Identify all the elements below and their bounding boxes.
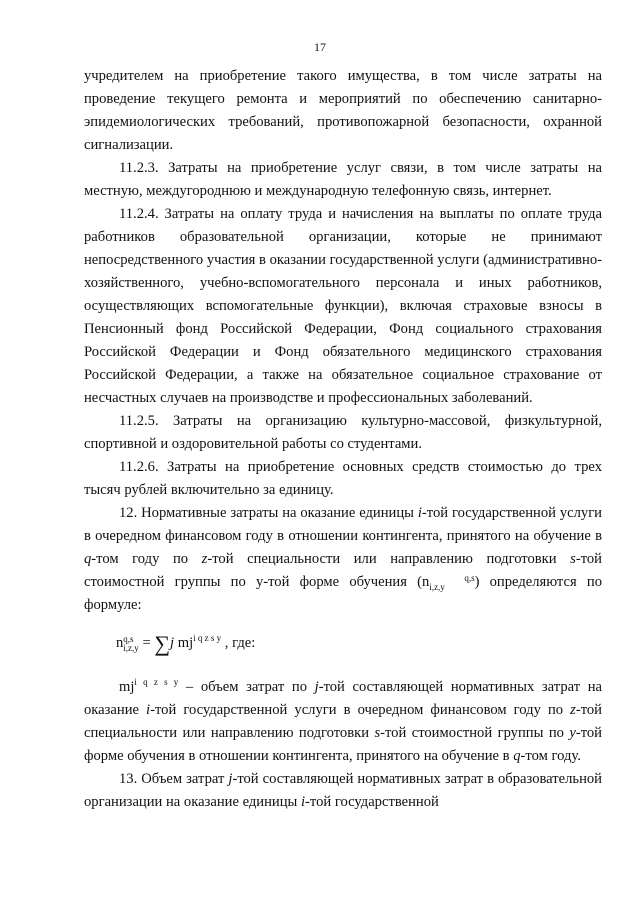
page-number: 17 (314, 40, 326, 54)
paragraph-11-2-4: 11.2.4. Затраты на оплату труда и начисления на выплаты по оплате труда работников образовательной организации, которые не принимают непосредственного участия в оказании государственной услуги (административно-хозяйственного, учебно-вспомогательного персонала и иных работников, осуществляющих вспомогательные функции), включая страховые взносы в Пенсионный фонд Российской Федерации, Фонд социального страхования Российской Федерации и Фонд обязательного медицинского страхования Российской Федерации, а также на обязательное социальное страхование от несчастных случаев на производстве и профессиональных заболеваний. (84, 206, 602, 406)
paragraph-13: 13. Объем затрат j-той составляющей нормативных затрат в образовательной организации на оказание единицы i-той государственной (84, 770, 602, 810)
paragraph-11-2-3: 11.2.3. Затраты на приобретение услуг связи, в том числе затраты на местную, междугороднюю и международную телефонную связь, интернет. (84, 160, 602, 199)
paragraph-11-2-5: 11.2.5. Затраты на организацию культурно-массовой, физкультурной, спортивной и оздоровительной работы со студентами. (84, 413, 602, 452)
inline-index-stack: q,s i,z,y (429, 572, 475, 592)
paragraph-definition: $mj^{i q z s y}$ – объем затрат по j-той составляющей нормативных затрат на оказание i-той государственной услуги в очередном финансовом году по z-той специальности или направлению подготовки s-той стоимостной группы по y-той форме обучения в отношении контингента, принятого на обучение в q-том году. (84, 677, 603, 764)
formula: nq,s i,z,y = ∑j $mj^{i q z s y}$ , где: (116, 631, 256, 657)
document-body (84, 65, 602, 814)
sum-symbol: ∑ (154, 631, 171, 657)
paragraph-12: 12. Нормативные затраты на оказание единицы i-той государственной услуги в очередном финансовом году в отношении контингента, принятого на обучение в q-том году по z-той специальности или направлению подготовки s-той стоимостной группы по у-той форме обучения (n q,s i,z,y ) определяются по формуле: (84, 505, 602, 613)
paragraph-11-2-6: 11.2.6. Затраты на приобретение основных средств стоимостью до трех тысяч рублей включительно за единицу. (84, 459, 602, 498)
paragraph-continuation: учредителем на приобретение такого имущества, в том числе затраты на проведение текущего ремонта и мероприятий по обеспечению санитарно-эпидемиологических требований, противопожарной безопасности, охранной сигнализации. (84, 68, 602, 153)
